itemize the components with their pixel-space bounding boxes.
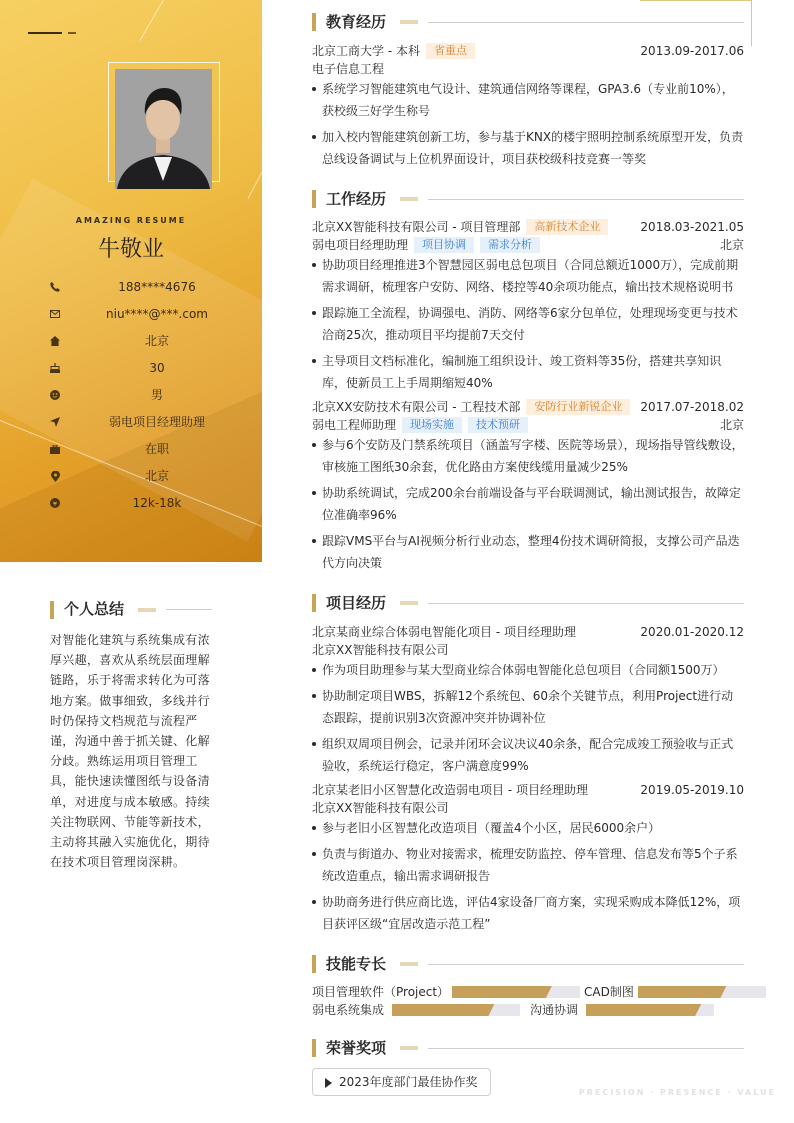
phone-icon bbox=[48, 280, 62, 294]
age-value: 30 bbox=[149, 361, 165, 375]
section-marker bbox=[312, 594, 316, 612]
location-value: 北京 bbox=[144, 469, 169, 483]
job-position: 弱电工程师助理 bbox=[312, 418, 397, 432]
section-divider bbox=[428, 964, 744, 965]
job-position-row bbox=[312, 416, 744, 434]
project-bullet: 参与老旧小区智慧化改造项目（覆盖4个小区，居民6000余户） bbox=[312, 817, 744, 839]
project-company-row bbox=[312, 641, 744, 659]
education-bullet: 系统学习智能建筑电气设计、建筑通信网络等课程，GPA3.6（专业前10%），获校级三好学生称号 bbox=[312, 78, 744, 122]
school-tag: 省重点 bbox=[426, 43, 475, 59]
job-bullet: 参与6个安防及门禁系统项目（涵盖写字楼、医院等场景），现场指导管线敷设，审核施工图纸30余套，优化路由方案使线缆用量减少25% bbox=[312, 434, 744, 478]
corner-decor bbox=[640, 0, 752, 1]
skill-name: 项目管理软件（Project） bbox=[312, 985, 450, 999]
skills-title: 技能专长 bbox=[326, 955, 387, 973]
skill-bar bbox=[452, 986, 580, 998]
email-value: niu****@***.com bbox=[106, 307, 208, 321]
education-header bbox=[312, 42, 744, 60]
project-name: 北京某商业综合体弱电智能化项目 - 项目经理助理 bbox=[312, 625, 576, 639]
skill-name: 弱电系统集成 bbox=[312, 1003, 385, 1017]
job-position-row bbox=[312, 236, 744, 254]
honor-label: 2023年度部门最佳协作奖 bbox=[339, 1075, 478, 1089]
section-accent bbox=[400, 197, 418, 201]
skill-name: CAD制图 bbox=[584, 985, 634, 999]
section-accent bbox=[138, 608, 156, 612]
company-name: 北京XX智能科技有限公司 - 项目管理部 bbox=[312, 220, 521, 234]
project-company: 北京XX智能科技有限公司 bbox=[312, 643, 449, 657]
info-phone bbox=[48, 277, 248, 297]
corner-decor bbox=[751, 0, 752, 46]
info-email bbox=[48, 304, 248, 324]
skill-name: 沟通协调 bbox=[530, 1003, 579, 1017]
section-marker bbox=[312, 13, 316, 31]
project-header bbox=[312, 623, 744, 641]
project-date: 2019.05-2019.10 bbox=[640, 783, 744, 797]
skill-bar-fill bbox=[392, 1004, 494, 1016]
job-bullet: 协助系统调试，完成200余台前端设备与平台联调测试，输出测试报告，故障定位准确率96% bbox=[312, 482, 744, 526]
project-bullet: 负责与街道办、物业对接需求，梳理安防监控、停车管理、信息发布等5个子系统改造重点，输出需求调研报告 bbox=[312, 843, 744, 887]
play-icon bbox=[325, 1078, 332, 1088]
project-bullet: 协助制定项目WBS，拆解12个系统包、60余个关键节点，利用Project进行动态跟踪，提前识别3次资源冲突并协调补位 bbox=[312, 685, 744, 729]
section-accent bbox=[400, 962, 418, 966]
project-bullet: 组织双周项目例会，记录并闭环会议决议40余条，配合完成竣工预验收与正式验收，系统运行稳定，客户满意度99% bbox=[312, 733, 744, 777]
honor-badge bbox=[312, 1068, 491, 1096]
section-divider bbox=[428, 22, 744, 23]
info-status bbox=[48, 439, 248, 459]
project-bullet: 协助商务进行供应商比选，评估4家设备厂商方案，实现采购成本降低12%，项目获评区级“宜居改造示范工程” bbox=[312, 891, 744, 935]
job-header bbox=[312, 398, 744, 416]
info-location bbox=[48, 466, 248, 486]
job-header bbox=[312, 218, 744, 236]
skill-bar bbox=[392, 1004, 520, 1016]
project-header bbox=[312, 781, 744, 799]
gender-icon bbox=[48, 388, 62, 402]
home-icon bbox=[48, 334, 62, 348]
skill-tag: 技术预研 bbox=[468, 417, 528, 433]
section-divider bbox=[428, 199, 744, 200]
job-city: 北京 bbox=[719, 238, 744, 252]
job-intention-value: 弱电项目经理助理 bbox=[108, 415, 205, 429]
project-date: 2020.01-2020.12 bbox=[640, 625, 744, 639]
section-divider bbox=[428, 603, 744, 604]
company-tag: 安防行业新锐企业 bbox=[526, 399, 630, 415]
candidate-name: 牛敬业 bbox=[97, 237, 164, 262]
location-icon bbox=[48, 469, 62, 483]
section-marker bbox=[50, 601, 54, 619]
cake-icon bbox=[48, 361, 62, 375]
decor-line bbox=[140, 0, 241, 41]
hometown-value: 北京 bbox=[144, 334, 169, 348]
resume-tagline: AMAZING RESUME bbox=[75, 216, 187, 225]
skill-bar bbox=[638, 986, 766, 998]
send-icon bbox=[48, 415, 62, 429]
job-bullet: 协助项目经理推进3个智慧园区弱电总包项目（合同总额近1000万），完成前期需求调研，梳理客户安防、网络、楼控等40余项功能点，输出技术规格说明书 bbox=[312, 254, 744, 298]
briefcase-icon bbox=[48, 442, 62, 456]
footer-motto: PRECISION · PRESENCE · VALUE bbox=[578, 1088, 776, 1097]
summary-text: 对智能化建筑与系统集成有浓厚兴趣，喜欢从系统层面理解链路，乐于将需求转化为可落地方案。做事细致，多线并行时仍保持文档规范与流程严谨，沟通中善于抓关键、化解分歧。熟练运用项目管理工具，能快速读懂图纸与设备清单，对进度与成本敏感。持续关注物联网、节能等新技术，主动将其融入实施优化，期待在技术项目管理岗深耕。 bbox=[50, 633, 210, 870]
education-date: 2013.09-2017.06 bbox=[640, 44, 744, 58]
summary-title: 个人总结 bbox=[64, 600, 125, 618]
project-company-row bbox=[312, 799, 744, 817]
company-tag: 高新技术企业 bbox=[526, 219, 608, 235]
job-date: 2017.07-2018.02 bbox=[640, 400, 744, 414]
skill-tag: 项目协调 bbox=[414, 237, 474, 253]
salary-icon bbox=[48, 496, 62, 510]
info-gender bbox=[48, 385, 248, 405]
avatar-photo bbox=[115, 69, 212, 189]
education-major-row bbox=[312, 60, 744, 78]
job-bullet: 跟踪施工全流程，协调强电、消防、网络等6家分包单位，处理现场变更与技术洽商25次，推动项目平均提前7天交付 bbox=[312, 302, 744, 346]
mail-icon bbox=[48, 307, 62, 321]
company-name: 北京XX安防技术有限公司 - 工程技术部 bbox=[312, 400, 521, 414]
section-divider bbox=[166, 609, 212, 610]
section-divider bbox=[428, 1048, 744, 1049]
projects-title: 项目经历 bbox=[326, 594, 387, 612]
job-city: 北京 bbox=[719, 418, 744, 432]
info-home bbox=[48, 331, 248, 351]
skill-bar-fill bbox=[452, 986, 552, 998]
decor-line bbox=[248, 92, 262, 198]
project-bullet: 作为项目助理参与某大型商业综合体弱电智能化总包项目（合同额1500万） bbox=[312, 659, 744, 681]
section-accent bbox=[400, 1046, 418, 1050]
section-accent bbox=[400, 601, 418, 605]
section-marker bbox=[312, 1039, 316, 1057]
skill-tag: 现场实施 bbox=[402, 417, 462, 433]
job-status-value: 在职 bbox=[144, 442, 169, 456]
project-name: 北京某老旧小区智慧化改造弱电项目 - 项目经理助理 bbox=[312, 783, 588, 797]
education-bullet: 加入校内智能建筑创新工坊，参与基于KNX的楼宇照明控制系统原型开发，负责总线设备调试与上位机界面设计，项目获校级科技竞赛一等奖 bbox=[312, 126, 744, 170]
info-intention bbox=[48, 412, 248, 432]
work-title: 工作经历 bbox=[326, 190, 387, 208]
education-title: 教育经历 bbox=[326, 13, 387, 31]
info-salary bbox=[48, 493, 248, 513]
phone-value: 188****4676 bbox=[118, 280, 196, 294]
gender-value: 男 bbox=[150, 388, 163, 402]
section-marker bbox=[312, 190, 316, 208]
job-position: 弱电项目经理助理 bbox=[312, 238, 409, 252]
skill-bar bbox=[586, 1004, 714, 1016]
honors-title: 荣誉奖项 bbox=[326, 1039, 387, 1057]
section-marker bbox=[312, 955, 316, 973]
skill-tag: 需求分析 bbox=[480, 237, 540, 253]
section-accent bbox=[400, 20, 418, 24]
profile-panel bbox=[0, 0, 262, 562]
skill-bar-fill bbox=[586, 1004, 701, 1016]
decor-dash bbox=[28, 32, 62, 34]
job-bullet: 主导项目文档标准化，编制施工组织设计、竣工资料等35份，搭建共享知识库，使新员工上手周期缩短40% bbox=[312, 350, 744, 394]
decor-dash bbox=[68, 32, 76, 34]
job-date: 2018.03-2021.05 bbox=[640, 220, 744, 234]
major: 电子信息工程 bbox=[312, 62, 385, 76]
project-company: 北京XX智能科技有限公司 bbox=[312, 801, 449, 815]
school-name: 北京工商大学 - 本科 bbox=[312, 44, 420, 58]
salary-value: 12k-18k bbox=[132, 496, 182, 510]
info-age bbox=[48, 358, 248, 378]
job-bullet: 跟踪VMS平台与AI视频分析行业动态，整理4份技术调研简报，支撑公司产品迭代方向决策 bbox=[312, 530, 744, 574]
skill-bar-fill bbox=[638, 986, 726, 998]
